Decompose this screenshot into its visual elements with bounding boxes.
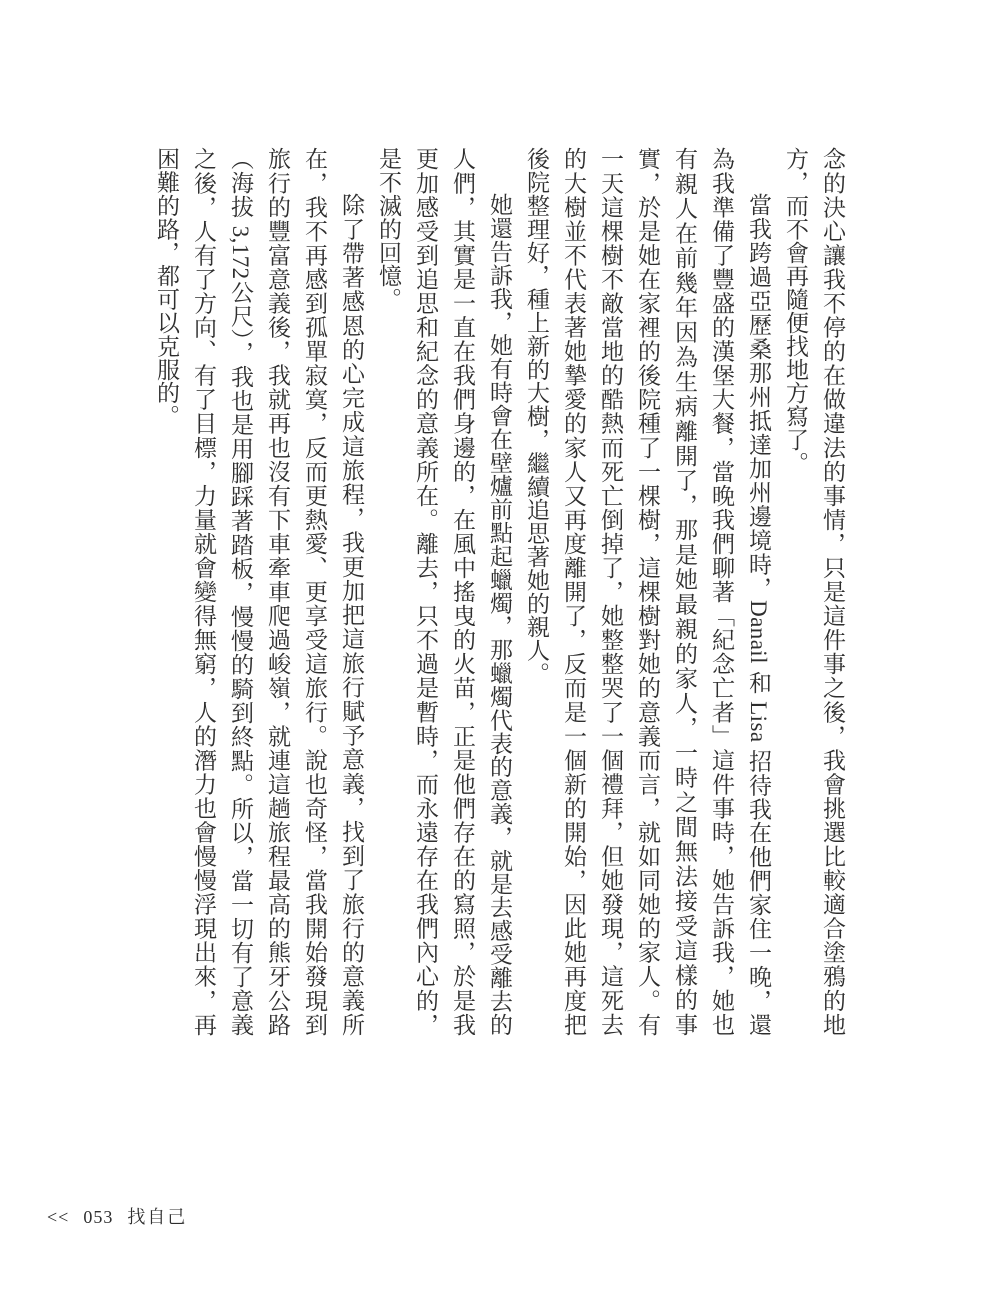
page-number: 053 [83,1207,114,1227]
paragraph: 當我跨過亞歷桑那州抵達加州邊境時，Danail 和 Lisa 招待我在他們家住一晚，還為我準備了豐盛的漢堡大餐，當晚我們聊著「紀念亡者」這件事時，她告訴我，她也有親人在前幾年因為生病離開了，那是她最親的家人，一時之間無法接受這樣的事實，於是她在家裡的後院種了一棵樹，這棵樹對她的意義而言，就如同她的家人。有一天這棵樹不敵當地的酷熱而死亡倒掉了，她整整哭了一個禮拜，但她發現，這死去的大樹並不代表著她摯愛的家人又再度離開了，反而是一個新的開始，因此她再度把後院整理好，種上新的大樹，繼續追思著她的親人。 [524,147,771,1036]
section-title: 找自己 [127,1207,188,1227]
footer-marker: << [47,1207,70,1227]
paragraph: 除了帶著感恩的心完成這旅程，我更加把這旅行賦予意義，找到了旅行的意義所在，我不再感到孤單寂寞，反而更熱愛、更享受這旅行。說也奇怪，當我開始發現到旅行的豐富意義後，我就再也沒有下車牽車爬過峻嶺，就連這趟旅程最高的熊牙公路（海拔 3,172公尺），我也是用腳踩著踏板，慢慢的騎到終點。所以，當一切有了意義之後，人有了方向、有了目標，力量就會變得無窮，人的潛力也會慢慢浮現出來，再困難的路，都可以克服的。 [154,147,364,1036]
paragraph: 她還告訴我，她有時會在壁爐前點起蠟燭，那蠟燭代表的意義，就是去感受離去的人們，其實是一直在我們身邊的，在風中搖曳的火苗，正是他們存在的寫照，於是我更加感受到追思和紀念的意義所在。離去，只不過是暫時，而永遠存在我們內心的，是不滅的回憶。 [376,147,512,1036]
vertical-text-block [148,147,851,1036]
page-footer [47,1203,187,1229]
paragraph: 念的決心讓我不停的在做違法的事情，只是這件事之後，我會挑選比較適合塗鴉的地方，而不會再隨便找地方寫了。 [783,147,845,1036]
